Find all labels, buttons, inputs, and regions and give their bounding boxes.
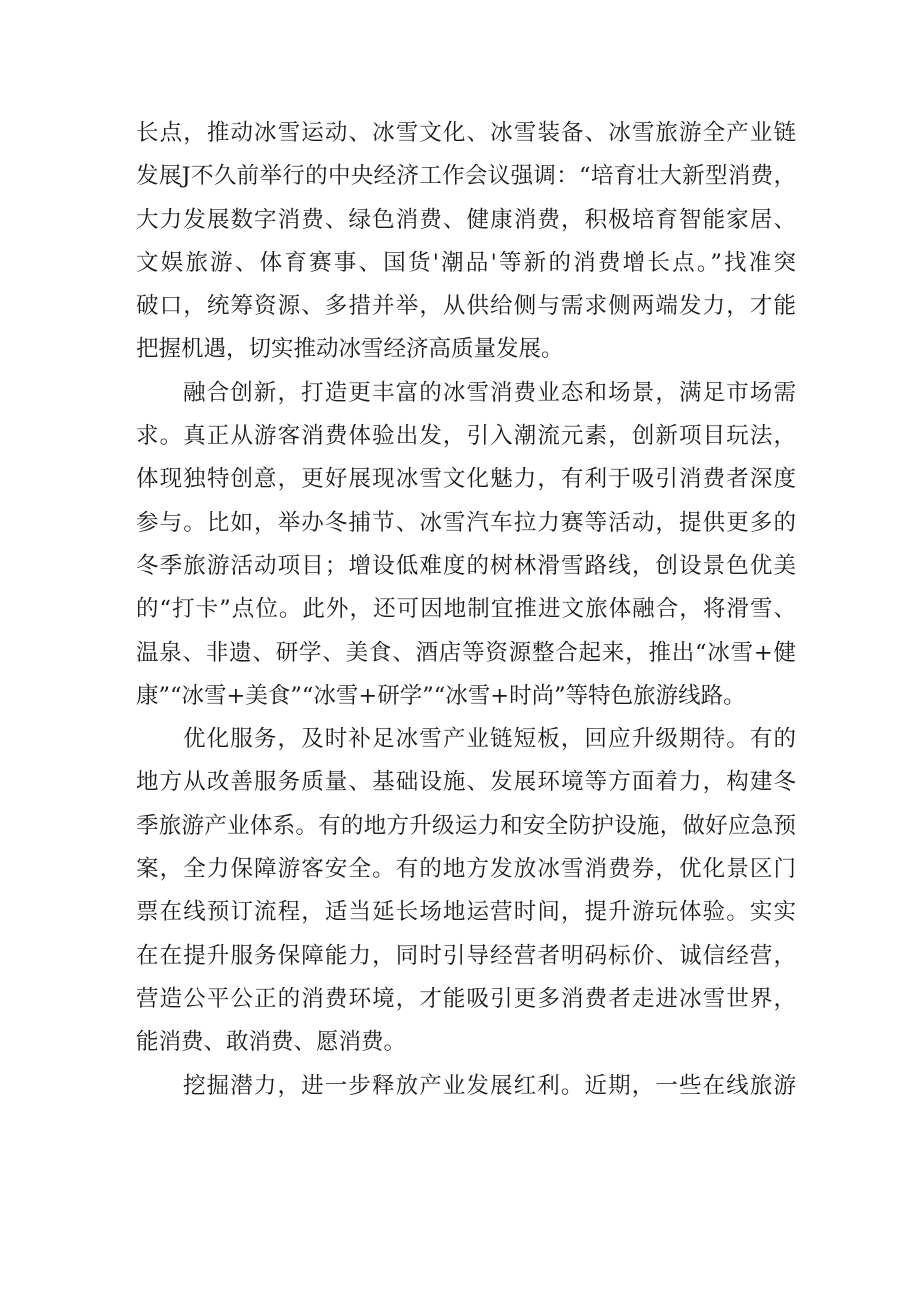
text-line: 参与。比如，举办冬捕节、冰雪汽车拉力赛等活动，提供更多的 — [136, 509, 796, 536]
paragraph-start-line: 挖掘潜力，进一步释放产业发展红利。近期，一些在线旅游 — [183, 1072, 796, 1099]
text-line: 的“打卡”点位。此外，还可因地制宜推进文旅体融合，将滑雪、 — [136, 596, 796, 623]
text-line: 能消费、敢消费、愿消费。 — [136, 1029, 407, 1056]
text-line: 求。真正从游客消费体验出发，引入潮流元素，创新项目玩法， — [136, 423, 796, 450]
text-line: 把握机遇，切实推动冰雪经济高质量发展。 — [136, 336, 564, 363]
text-line: 案，全力保障游客安全。有的地方发放冰雪消费券，优化景区门 — [136, 856, 796, 883]
text-line: 发展J不久前举行的中央经济工作会议强调：“培育壮大新型消费， — [136, 163, 796, 190]
text-line: 冬季旅游活动项目；增设低难度的树林滑雪路线，创设景色优美 — [136, 552, 796, 579]
text-line: 文娱旅游、体育赛事、国货'潮品'等新的消费增长点。”找准突 — [136, 249, 796, 276]
text-line: 康”“冰雪+美食”“冰雪+研学”“冰雪+时尚”等特色旅游线路。 — [136, 682, 746, 709]
text-line: 季旅游产业体系。有的地方升级运力和安全防护设施，做好应急预 — [136, 812, 796, 839]
text-line: 大力发展数字消费、绿色消费、健康消费，积极培育智能家居、 — [136, 206, 796, 233]
text-line: 破口，统筹资源、多措并举，从供给侧与需求侧两端发力，才能 — [136, 293, 796, 320]
paragraph-start-line: 优化服务，及时补足冰雪产业链短板，回应升级期待。有的 — [183, 726, 796, 753]
text-line: 在在提升服务保障能力，同时引导经营者明码标价、诚信经营， — [136, 942, 796, 969]
text-line: 地方从改善服务质量、基础设施、发展环境等方面着力，构建冬 — [136, 769, 796, 796]
text-line: 长点，推动冰雪运动、冰雪文化、冰雪装备、冰雪旅游全产业链 — [136, 120, 796, 146]
text-line: 温泉、非遗、研学、美食、酒店等资源整合起来，推出“冰雪+健 — [136, 639, 796, 666]
text-line: 体现独特创意，更好展现冰雪文化魅力，有利于吸引消费者深度 — [136, 466, 796, 493]
body-text — [136, 112, 796, 1108]
text-line: 营造公平公正的消费环境，才能吸引更多消费者走进冰雪世界， — [136, 985, 796, 1012]
text-line: 票在线预订流程，适当延长场地运营时间，提升游玩体验。实实 — [136, 899, 796, 926]
paragraph-start-line: 融合创新，打造更丰富的冰雪消费业态和场景，满足市场需 — [183, 379, 796, 406]
